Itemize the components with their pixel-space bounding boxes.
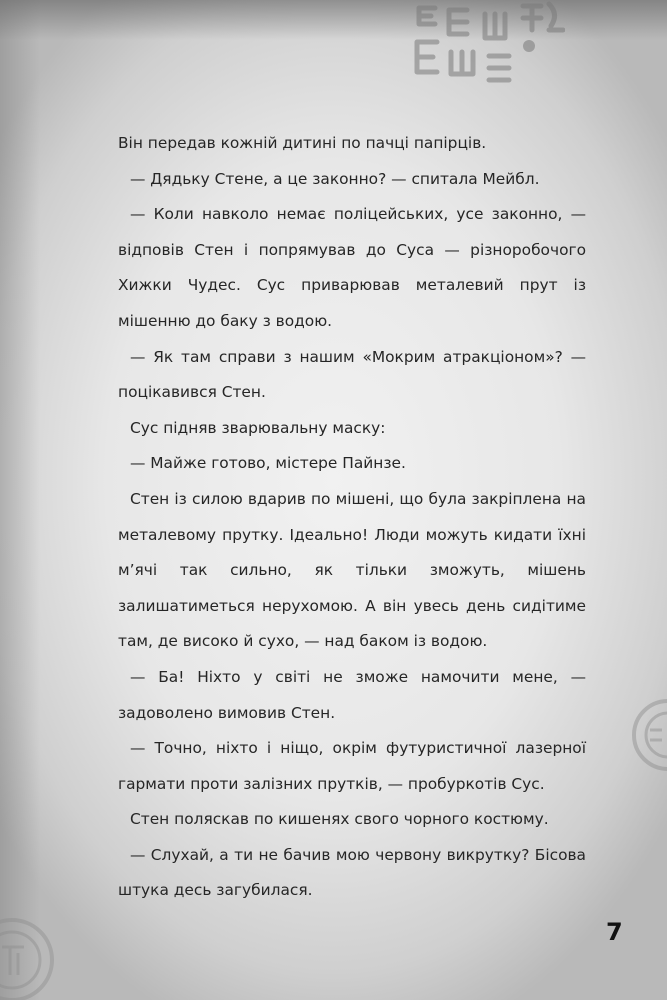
paragraph: Стен поляскав по кишенях свого чорного костюму. <box>130 810 549 829</box>
page-shadow-top <box>0 0 667 40</box>
paragraph: — Майже готово, містере Пайнзе. <box>130 454 406 473</box>
decorative-cipher-glyphs <box>405 0 565 95</box>
paragraph: Сус підняв зварювальну маску: <box>130 418 386 437</box>
paragraph: — Точно, ніхто і ніщо, окрім футуристичної лазерної гармати проти залізних прутків, — пробуркотів Сус. <box>118 739 586 793</box>
body-text <box>118 126 586 909</box>
paragraph: — Як там справи з нашим «Мокрим атракціоном»? — поцікавився Стен. <box>118 347 586 402</box>
paragraph: Він передав кожній дитині по пачці папірців. <box>118 134 487 152</box>
page-shadow-left <box>0 0 40 1000</box>
decorative-circle-right <box>628 690 667 780</box>
paragraph: — Коли навколо немає поліцейських, усе законно, — відповів Стен і попрямував до Суса — різноробочого Хижки Чудес. Сус приварював металевий прут із мішенню до баку з водою. <box>118 205 586 330</box>
paragraph: — Дядьку Стене, а це законно? — спитала Мейбл. <box>130 169 540 188</box>
paragraph: Стен із силою вдарив по мішені, що була закріплена на металевому прутку. Ідеально! Люди можуть кидати їхні м’ячі так сильно, як тільки зможуть, мішень залишатиметься нерухомою. А він увесь день сидітиме там, де високо й сухо, — над баком із водою. <box>118 489 586 651</box>
page-number: 7 <box>606 918 623 946</box>
paragraph: — Слухай, а ти не бачив мою червону викрутку? Бісова штука десь загубилася. <box>118 845 586 900</box>
decorative-circle-bottom-left <box>0 905 60 1000</box>
paragraph: — Ба! Ніхто у світі не зможе намочити мене, — задоволено вимовив Стен. <box>118 667 586 722</box>
